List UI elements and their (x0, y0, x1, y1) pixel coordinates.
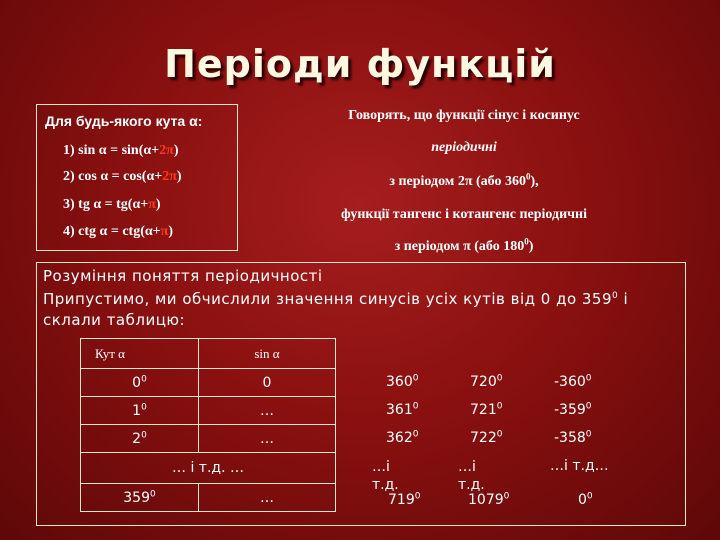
description-line-3: з періодом 2π (або $360^0$), (389, 171, 539, 189)
sin-cell: … (199, 484, 336, 512)
extra-col1-etc: …і т.д. (372, 459, 399, 493)
formula-tg: 3) tg α = tg(α+π) (63, 197, 161, 212)
extra-col2-row2: $721^0$ (470, 401, 503, 418)
formula-ctg: 4) ctg α = ctg(α+π) (63, 224, 174, 239)
sin-cell: 0 (199, 369, 336, 397)
extra-col1-row2: $361^0$ (386, 401, 419, 418)
header-angle: Кут α (81, 339, 199, 369)
extra-col2-row3: $722^0$ (470, 429, 503, 446)
angle-cell: $359^0$ (81, 484, 199, 512)
extra-col3-row3: $-358^0$ (554, 429, 592, 446)
table-row (81, 425, 336, 453)
extra-col3-row2: $-359^0$ (554, 401, 592, 418)
table-row (81, 397, 336, 425)
description-line-1: Говорять, що функції сінус і косинус (348, 108, 580, 123)
properties-heading: Для будь-якого кута α: (45, 113, 203, 129)
extra-col3-row5: $0^0$ (578, 491, 593, 508)
angle-cell: $0^0$ (81, 369, 199, 397)
description-line-4: функції тангенс і котангенс періодичні (340, 207, 588, 222)
angle-cell: $1^0$ (81, 397, 199, 425)
page-title: Періоди функцій (164, 42, 556, 86)
sine-table (80, 338, 336, 512)
properties-box (36, 104, 238, 251)
etc-cell: … і т.д. … (81, 453, 336, 484)
table-row-etc (81, 453, 336, 484)
extra-col2-row1: $720^0$ (470, 373, 503, 390)
table-row (81, 484, 336, 512)
description-line-5: з періодом π (або $180^0$) (394, 236, 534, 254)
formula-sin: 1) sin α = sin(α+2π) (63, 143, 179, 158)
extra-col2-row5: 1079$^0$ (468, 491, 510, 508)
extra-col3-row1: $-360^0$ (554, 373, 592, 390)
table-header-row (81, 339, 336, 369)
extra-col1-row5: $719^0$ (388, 491, 421, 508)
angle-cell: $2^0$ (81, 425, 199, 453)
sin-cell: … (199, 397, 336, 425)
periodicity-text: Припустимо, ми обчислили значення синусів усіх кутів від 0 до $359^0$ і склали таблицю: (43, 290, 629, 329)
periodicity-heading: Розуміння поняття періодичності (43, 267, 323, 285)
sin-cell: … (199, 425, 336, 453)
formula-cos: 2) cos α = cos(α+2π) (63, 169, 182, 184)
table-row (81, 369, 336, 397)
extra-col1-row3: $362^0$ (386, 429, 419, 446)
description-line-2: періодичні (431, 140, 497, 155)
extra-col3-etc: …і т.д… (550, 458, 609, 474)
extra-col2-etc: …і т.д. (458, 459, 485, 493)
header-sin: sin α (199, 339, 336, 369)
extra-col1-row1: $360^0$ (386, 373, 419, 390)
